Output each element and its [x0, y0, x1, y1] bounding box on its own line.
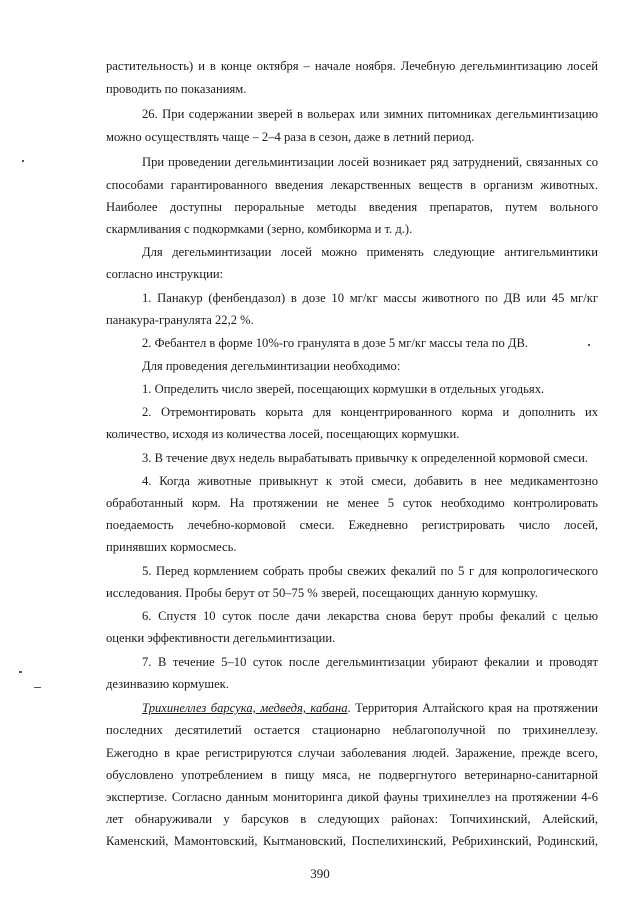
text-line: обусловлено употреблением в пищу мяса, не подвергнутого ветеринарно-санитарной — [106, 768, 598, 782]
scan-mark — [34, 687, 41, 688]
text-line: дезинвазию кормушек. — [106, 677, 229, 691]
text-line: 4. Когда животные привыкнут к этой смеси, добавить в нее медикаментозно — [142, 474, 598, 488]
text-line: растительность) и в конце октября – начале ноября. Лечебную дегельминтизацию лосей — [106, 59, 598, 73]
text-line: Каменский, Мамонтовский, Кытмановский, Поспелихинский, Ребрихинский, Родинский, — [106, 834, 598, 848]
text-line: 2. Отремонтировать корыта для концентрированного корма и дополнить их — [142, 405, 598, 419]
text-line: согласно инструкции: — [106, 267, 224, 281]
text-line: Наиболее доступны пероральные методы введения препаратов, путем вольного — [106, 200, 598, 214]
text-line: При проведении дегельминтизации лосей возникает ряд затруднений, связанных со — [142, 155, 598, 169]
text-line: проводить по показаниям. — [106, 82, 247, 96]
text-line: 1. Панакур (фенбендазол) в дозе 10 мг/кг массы животного по ДВ или 45 мг/кг — [142, 291, 598, 305]
text-line: обработанный корм. На протяжении не менее 5 суток необходимо контролировать — [106, 496, 598, 510]
text-line: 26. При содержании зверей в вольерах или зимних питомниках дегельминтизацию — [142, 107, 598, 121]
text-line: лет обнаруживали у барсуков в следующих районах: Топчихинский, Алейский, — [106, 812, 598, 826]
section-heading: Трихинеллез барсука, медведя, кабана — [142, 701, 348, 715]
text-line: 1. Определить число зверей, посещающих кормушки в отдельных угодьях. — [142, 382, 545, 396]
section-first-line-text: . Территория Алтайского края на протяжении — [347, 701, 599, 715]
text-line: исследования. Пробы берут от 50–75 % зверей, посещающих данную кормушку. — [106, 586, 538, 600]
text-line: можно осуществлять чаще – 2–4 раза в сезон, даже в летний период. — [106, 130, 475, 144]
text-line: 3. В течение двух недель вырабатывать привычку к определенной кормовой смеси. — [142, 451, 589, 465]
text-line: скармливания с подкормками (зерно, комбикорма и т. д.). — [106, 222, 413, 236]
section-first-line — [142, 700, 598, 716]
scan-mark — [22, 160, 24, 162]
text-line: Для проведения дегельминтизации необходимо: — [142, 359, 401, 373]
text-line: 7. В течение 5–10 суток после дегельминтизации убирают фекалии и проводят — [142, 655, 598, 669]
text-line: панакура-гранулята 22,2 %. — [106, 313, 254, 327]
text-line: способами гарантированного введения лекарственных веществ в организм животных. — [106, 178, 598, 192]
text-line: экспертизе. Согласно данным мониторинга дикой фауны трихинеллез на протяжении 4-6 — [106, 790, 598, 804]
text-line: Ежегодно в крае регистрируются случаи заболевания людей. Заражение, прежде всего, — [106, 746, 598, 760]
text-line: последних десятилетий остается стационарно неблагополучной по трихинеллезу. — [106, 723, 598, 737]
text-line: поедаемость лечебно-кормовой смеси. Ежедневно регистрировать число лосей, — [106, 518, 598, 532]
scan-mark — [588, 344, 590, 346]
text-line: 6. Спустя 10 суток после дачи лекарства снова берут пробы фекалий с целью — [142, 609, 598, 623]
text-line: 2. Фебантел в форме 10%-го гранулята в дозе 5 мг/кг массы тела по ДВ. — [142, 336, 529, 350]
scan-mark — [19, 671, 22, 673]
text-line: 5. Перед кормлением собрать пробы свежих фекалий по 5 г для копрологического — [142, 564, 598, 578]
text-line: принявших кормосмесь. — [106, 540, 237, 554]
text-line: Для дегельминтизации лосей можно применять следующие антигельминтики — [142, 245, 598, 259]
page-number: 390 — [310, 866, 330, 881]
text-line: оценки эффективности дегельминтизации. — [106, 631, 336, 645]
text-line: количество, исходя из количества лосей, посещающих кормушки. — [106, 427, 460, 441]
